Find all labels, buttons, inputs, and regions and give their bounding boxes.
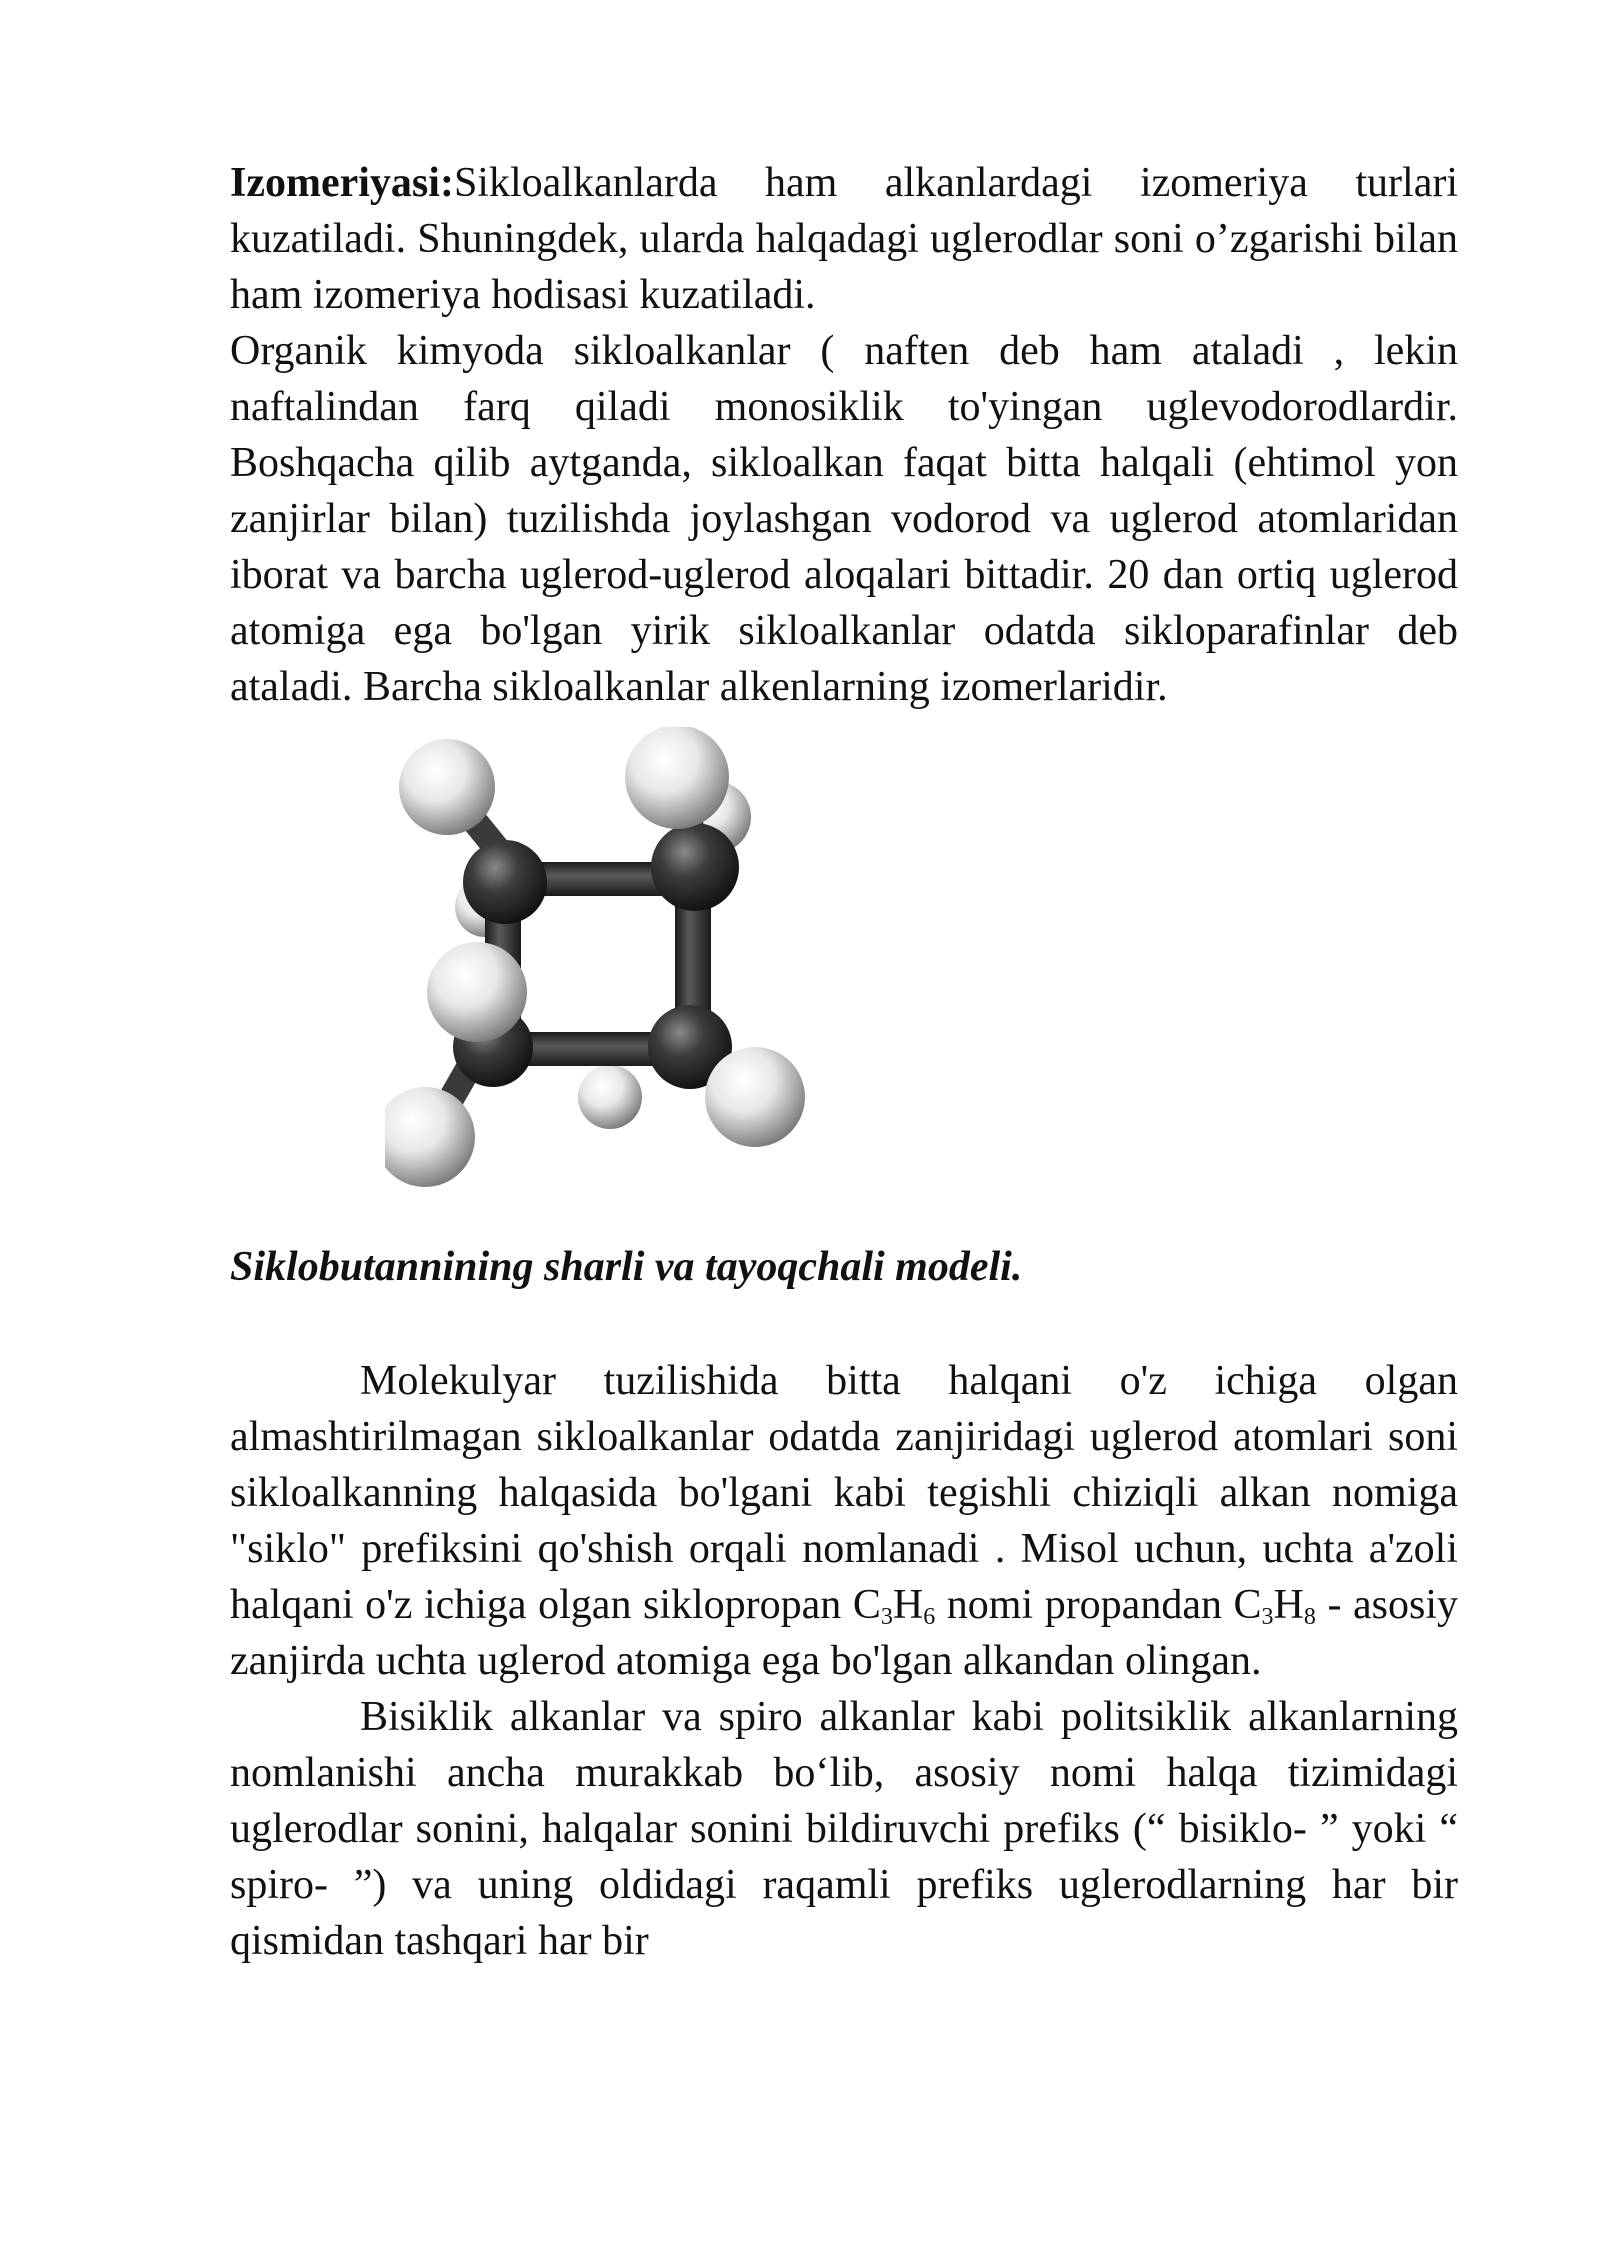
subscript: 3 [880, 1604, 893, 1630]
cyclobutane-ball-and-stick-image [385, 727, 845, 1197]
nomenclature-text-3: - asosiy zanjirda uchta uglerod atomiga ega bo'lgan alkandan olingan. [230, 1582, 1458, 1684]
isomerism-text: Sikloalkanlarda ham alkanlardagi izomeriya turlari kuzatiladi. Shuningdek, ularda halqadagi uglerodlar soni o’zgarishi bilan ham izomeriya hodisasi kuzatiladi. [230, 160, 1458, 318]
polycyclic-paragraph: Bisiklik alkanlar va spiro alkanlar kabi politsiklik alkanlarning nomlanishi ancha murakkab bo‘lib, asosiy nomi halqa tizimidagi uglerodlar sonini, halqalar sonini bildiruvchi prefiks (“ bisiklo- ” yoki “ spiro- ”) va uning oldidagi raqamli prefiks uglerodlarning har bir qismidan tashqari har bir [230, 1694, 1458, 1964]
nomenclature-text-h1: H [892, 1582, 924, 1628]
cyclobutane-model-figure [230, 727, 1458, 1227]
nomenclature-text-h2: H [1273, 1582, 1304, 1628]
spacer [230, 1295, 1458, 1353]
subscript: 3 [1261, 1604, 1274, 1630]
figure-caption: Siklobutannining sharli va tayoqchali modeli. [230, 1244, 1023, 1290]
nomenclature-paragraph [230, 1353, 1458, 1689]
cycloalkane-definition-paragraph: Organik kimyoda sikloalkanlar ( naften deb ham ataladi , lekin naftalindan farq qiladi monosiklik to'yingan uglevodorodlardir. Boshqacha qilib aytganda, sikloalkan faqat bitta halqali (ehtimol yon zanjirlar bilan) tuzilishda joylashgan vodorod va uglerod atomlaridan iborat va barcha uglerod-uglerod aloqalari bittadir. 20 dan ortiq uglerod atomiga ega bo'lgan yirik sikloalkanlar odatda sikloparafinlar deb ataladi. Barcha sikloalkanlar alkenlarning izomerlaridir. [230, 328, 1458, 710]
isomerism-heading: Izomeriyasi: [230, 160, 454, 206]
subscript: 8 [1303, 1604, 1316, 1630]
nomenclature-text-2: nomi propandan C [935, 1582, 1262, 1628]
isomerism-paragraph [230, 155, 1458, 323]
subscript: 6 [923, 1604, 936, 1630]
document-page [230, 155, 1458, 1969]
nomenclature-text-1: Molekulyar tuzilishida bitta halqani o'z ichiga olgan almashtirilmagan sikloalkanlar odatda zanjiridagi uglerod atomlari soni sikloalkanning halqasida bo'lgani kabi tegishli chiziqli alkan nomiga "siklo" prefiksini qo'shish orqali nomlanadi . Misol uchun, uchta a'zoli halqani o'z ichiga olgan siklopropan C [230, 1358, 1458, 1628]
